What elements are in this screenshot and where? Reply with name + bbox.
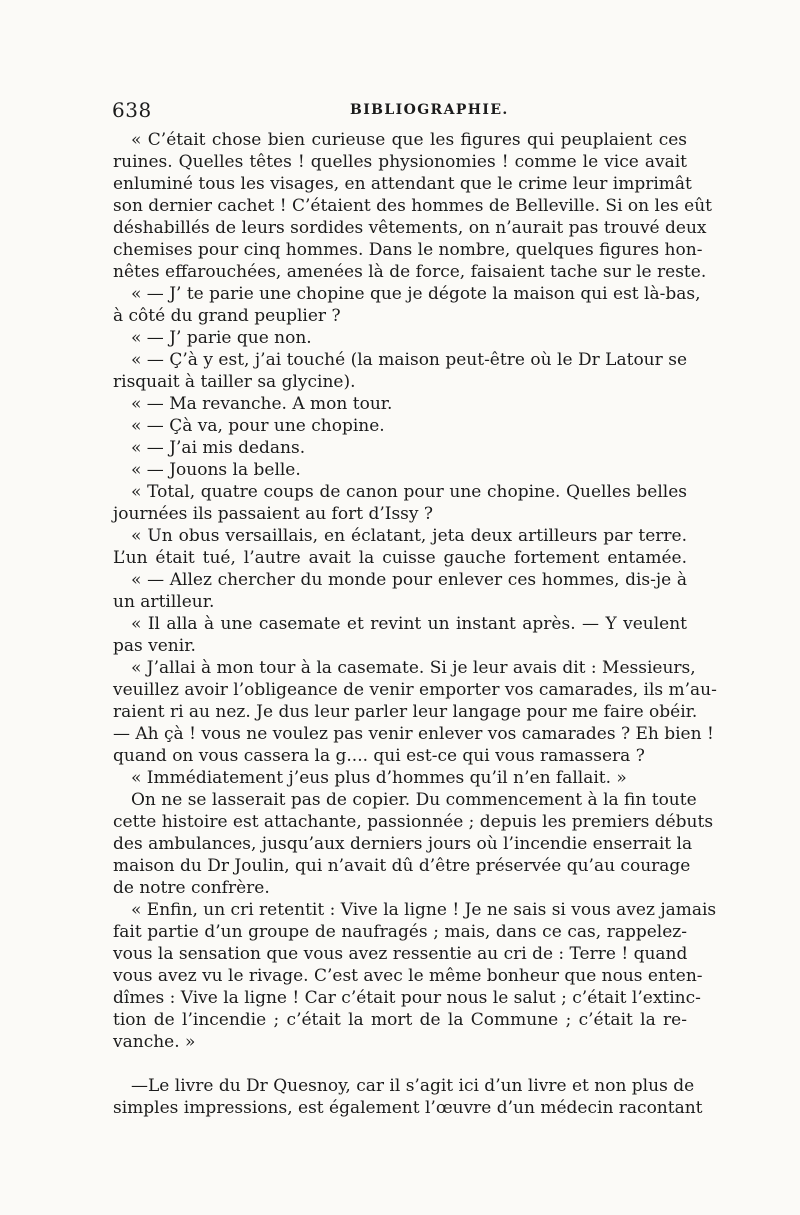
text-line: maison du Dr Joulin, qui n’avait dû d’être préservée qu’au courage — [113, 856, 691, 876]
text-line: raient ri au nez. Je dus leur parler leur langage pour me faire obéir. — [113, 702, 698, 722]
text-line: « — Allez chercher du monde pour enlever ces hommes, dis-je à — [131, 570, 687, 590]
text-line: chemises pour cinq hommes. Dans le nombre, quelques figures hon- — [113, 240, 703, 260]
text-line: vous la sensation que vous avez ressentie au cri de : Terre ! quand — [113, 944, 688, 964]
text-line: « Enfin, un cri retentit : Vive la ligne ! Je ne sais si vous avez jamais — [131, 900, 717, 920]
paragraph-gap — [113, 1053, 687, 1075]
text-line: quand on vous cassera la g.... qui est-ce qui vous ramassera ? — [113, 746, 645, 766]
text-line: « — J’ parie que non. — [131, 328, 312, 348]
text-line: à côté du grand peuplier ? — [113, 306, 341, 326]
page-body — [113, 129, 717, 1119]
text-line: simples impressions, est également l’œuvre d’un médecin racontant — [113, 1098, 703, 1118]
text-line: —Le livre du Dr Quesnoy, car il s’agit ici d’un livre et non plus de — [131, 1076, 695, 1096]
text-line: ruines. Quelles têtes ! quelles physionomies ! comme le vice avait — [113, 152, 687, 172]
text-line: dîmes : Vive la ligne ! Car c’était pour nous le salut ; c’était l’extinc- — [113, 988, 701, 1008]
page-header — [112, 98, 692, 128]
text-line: « C’était chose bien curieuse que les figures qui peuplaient ces — [131, 130, 687, 150]
text-line: « — J’ te parie une chopine que je dégote la maison qui est là-bas, — [131, 284, 701, 304]
text-line: des ambulances, jusqu’aux derniers jours où l’incendie enserrait la — [113, 834, 693, 854]
text-line: fait partie d’un groupe de naufragés ; mais, dans ce cas, rappelez- — [113, 922, 687, 942]
text-line: tion de l’incendie ; c’était la mort de la Commune ; c’était la re- — [113, 1010, 687, 1030]
text-line: « — Ma revanche. A mon tour. — [131, 394, 393, 414]
text-line: de notre confrère. — [113, 878, 270, 898]
text-line: déshabillés de leurs sordides vêtements, on n’aurait pas trouvé deux — [113, 218, 707, 238]
text-line: « — Jouons la belle. — [131, 460, 301, 480]
text-line: journées ils passaient au fort d’Issy ? — [113, 504, 434, 524]
text-line: On ne se lasserait pas de copier. Du commencement à la fin toute — [131, 790, 697, 810]
text-line: veuillez avoir l’obligeance de venir emporter vos camarades, ils m’au- — [113, 680, 717, 700]
text-line: — Ah çà ! vous ne voulez pas venir enlever vos camarades ? Eh bien ! — [113, 724, 714, 744]
text-line: « — Çà va, pour une chopine. — [131, 416, 385, 436]
text-line: risquait à tailler sa glycine). — [113, 372, 356, 392]
text-line: « — J’ai mis dedans. — [131, 438, 306, 458]
text-line: un artilleur. — [113, 592, 215, 612]
text-line: « Immédiatement j’eus plus d’hommes qu’il n’en fallait. » — [131, 768, 627, 788]
text-line: « — Ç’à y est, j’ai touché (la maison peut-être où le Dr Latour se — [131, 350, 687, 370]
text-line: « Total, quatre coups de canon pour une chopine. Quelles belles — [131, 482, 687, 502]
text-line: nêtes effarouchées, amenées là de force, faisaient tache sur le reste. — [113, 262, 707, 282]
text-line: enluminé tous les visages, en attendant que le crime leur imprimât — [113, 174, 692, 194]
text-line: cette histoire est attachante, passionnée ; depuis les premiers débuts — [113, 812, 714, 832]
text-line: vous avez vu le rivage. C’est avec le même bonheur que nous enten- — [113, 966, 703, 986]
page-number: 638 — [112, 98, 152, 122]
text-line: « J’allai à mon tour à la casemate. Si je leur avais dit : Messieurs, — [131, 658, 696, 678]
text-line: L’un était tué, l’autre avait la cuisse gauche fortement entamée. — [113, 548, 687, 568]
text-line: « Un obus versaillais, en éclatant, jeta deux artilleurs par terre. — [131, 526, 687, 546]
text-line: vanche. » — [113, 1032, 196, 1052]
running-title: BIBLIOGRAPHIE. — [350, 102, 509, 118]
text-line: pas venir. — [113, 636, 196, 656]
text-line: « Il alla à une casemate et revint un instant après. — Y veulent — [131, 614, 687, 634]
text-line: son dernier cachet ! C’étaient des hommes de Belleville. Si on les eût — [113, 196, 712, 216]
